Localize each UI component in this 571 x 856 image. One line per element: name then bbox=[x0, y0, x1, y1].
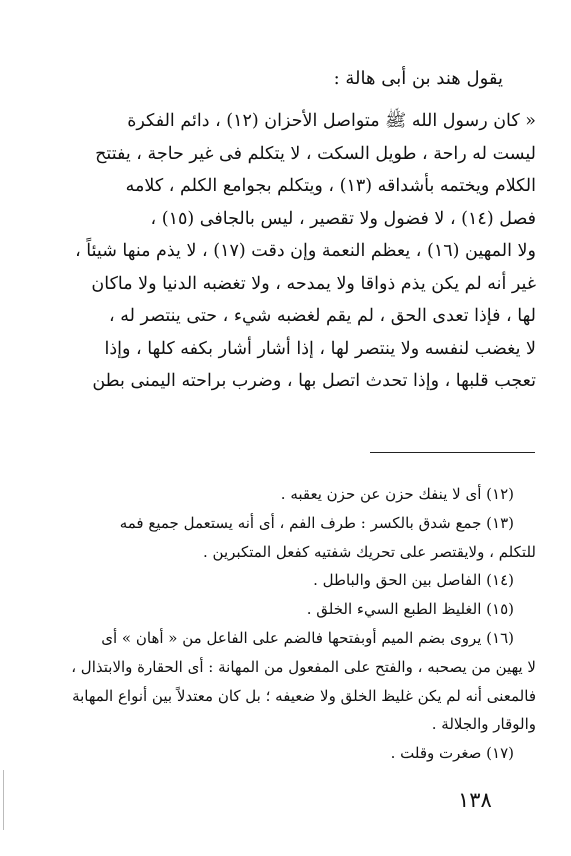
main-text bbox=[38, 105, 536, 398]
footnote-line: والوقار والجلالة . bbox=[431, 715, 536, 734]
page-number: ١٣٨ bbox=[458, 788, 492, 812]
footnote-line: (١٢) أى لا ينفك حزن عن حزن يعقبه . bbox=[280, 485, 514, 503]
footnote-separator bbox=[370, 452, 535, 453]
footnote-line: للتكلم ، ولايقتصر على تحريك شفتيه كفعل المتكبرين . bbox=[203, 542, 536, 561]
intro-line: يقول هند بن أبى هالة : bbox=[333, 68, 503, 89]
footnote-line: (١٤) الفاصل بين الحق والباطل . bbox=[313, 571, 514, 590]
main-text-line: ولا المهين (١٦) ، يعظم النعمة وإن دقت (١٧) ، لا يذم منها شيئاً ، bbox=[75, 241, 536, 261]
footnote-line: (١٥) الغليظ الطبع السيء الخلق . bbox=[306, 600, 514, 619]
main-text-line: « كان رسول الله ﷺ متواصل الأحزان (١٢) ، دائم الفكرة bbox=[127, 111, 536, 131]
main-text-line: ليست له راحة ، طويل السكت ، لا يتكلم فى غير حاجة ، يفتتح bbox=[95, 143, 536, 164]
main-text-line: تعجب قلبها ، وإذا تحدث اتصل بها ، وضرب براحته اليمنى بطن bbox=[92, 371, 536, 391]
main-text-line: لا يغضب لنفسه ولا ينتصر لها ، إذا أشار أشار بكفه كلها ، وإذا bbox=[104, 338, 536, 359]
main-text-line: فصل (١٤) ، لا فضول ولا تقصير ، ليس بالجافى (١٥) ، bbox=[150, 208, 536, 229]
footnote-line: فالمعنى أنه لم يكن غليظ الخلق ولا ضعيفه ؛ بل كان معتدلاً بين أنواع المهابة bbox=[72, 686, 536, 705]
footnote-line: (١٣) جمع شدق بالكسر : طرف الفم ، أى أنه يستعمل جميع فمه bbox=[119, 513, 514, 532]
footnote-line: لا يهين من يصحبه ، والفتح على المفعول من المهانة : أى الحقارة والابتذال ، bbox=[71, 657, 536, 676]
footnote-line: (١٦) يروى بضم الميم أوبفتحها فالضم على الفاعل من « أهان » أى bbox=[101, 628, 514, 647]
main-text-line: غير أنه لم يكن يذم ذواقا ولا يمدحه ، ولا تغضبه الدنيا ولا ماكان bbox=[91, 273, 536, 294]
scan-edge-mark bbox=[3, 770, 4, 830]
main-text-line: الكلام ويختمه بأشداقه (١٣) ، ويتكلم بجوامع الكلم ، كلامه bbox=[125, 176, 536, 196]
main-text-line: لها ، فإذا تعدى الحق ، لم يقم لغضبه شيء ، حتى ينتصر له ، bbox=[109, 306, 536, 326]
footnote-line: (١٧) صغرت وقلت . bbox=[390, 744, 514, 763]
footnotes bbox=[38, 480, 536, 768]
